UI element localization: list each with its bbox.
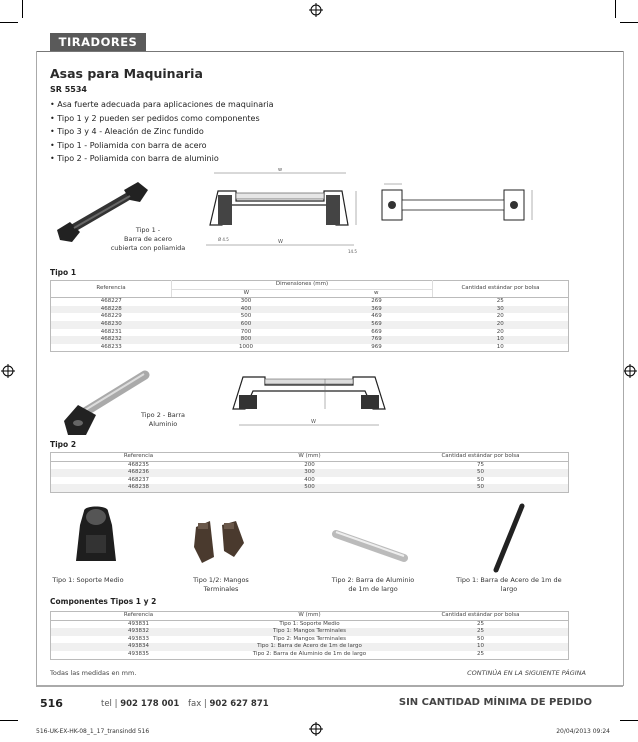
col-header-w: w (321, 289, 433, 298)
table-row (51, 636, 569, 644)
print-slug-file: 516-UK-EX-HK-08_1_17_transindd 516 (36, 728, 150, 735)
barra-aluminio-caption: Tipo 2: Barra de Aluminio de 1m de largo (331, 576, 415, 593)
col-header-ref: Referencia (51, 612, 227, 621)
feature-item: • Tipo 1 - Poliamida con barra de acero (50, 139, 274, 153)
table-cell: 468237 (128, 476, 149, 483)
table-cell: 300 (240, 298, 252, 305)
crop-mark (620, 720, 638, 721)
table-cell: 469 (371, 313, 382, 320)
table-row (51, 628, 569, 636)
mangos-terminales-photo (190, 517, 250, 567)
table-row (51, 306, 569, 314)
tipo1-technical-drawing (196, 165, 366, 257)
col-header-ref: Referencia (51, 281, 172, 298)
table-cell: 500 (304, 484, 315, 491)
product-code: SR 5534 (50, 85, 87, 94)
continue-note: CONTINÚA EN LA SIGUIENTE PÁGINA (467, 669, 586, 677)
tipo1-table (50, 280, 569, 352)
col-header-W: W (172, 289, 321, 298)
col-header-qty: Cantidad estándar por bolsa (393, 453, 569, 462)
tipo1-caption: Tipo 1 - Barra de acero cubierta con poliamida (110, 226, 186, 252)
table-cell: 400 (304, 476, 315, 483)
registration-mark-left (1, 364, 15, 378)
table-cell: 493833 (128, 635, 149, 642)
table-cell: 468238 (128, 484, 149, 491)
table-cell: 468236 (128, 469, 149, 476)
table-cell: Tipo 2: Barra de Aluminio de 1m de largo (252, 650, 367, 657)
table-row (51, 477, 569, 485)
crop-mark (0, 22, 18, 23)
table-cell: 10 (477, 643, 484, 650)
crop-mark (615, 0, 616, 18)
components-table (50, 611, 569, 660)
table-cell: Tipo 2: Mangos Terminales (273, 635, 346, 642)
tipo2-caption: Tipo 2 - Barra Aluminio (140, 411, 185, 428)
crop-mark (620, 22, 638, 23)
table-cell: 50 (477, 635, 484, 642)
table-cell: 669 (371, 328, 382, 335)
table-cell: Tipo 1: Barra de Acero de 1m de largo (257, 643, 362, 650)
registration-mark-right (623, 364, 637, 378)
components-section-title: Componentes Tipos 1 y 2 (50, 597, 157, 606)
col-header-ref: Referencia (51, 453, 227, 462)
table-row (51, 313, 569, 321)
feature-item: • Asa fuerte adecuada para aplicaciones de maquinaria (50, 98, 274, 112)
barra-acero-caption: Tipo 1: Barra de Acero de 1m de largo (456, 576, 562, 593)
table-row (51, 643, 569, 651)
table-cell: 1000 (239, 343, 254, 350)
registration-mark-bottom (309, 722, 323, 736)
table-row (51, 651, 569, 659)
table-cell: 468229 (100, 313, 122, 320)
table-cell: 493835 (128, 650, 149, 657)
tipo2-dim-label-W: W (311, 419, 316, 425)
tel-value: 902 178 001 (120, 699, 180, 709)
table-row (51, 329, 569, 337)
table-row (51, 484, 569, 492)
table-row (51, 620, 569, 628)
col-header-qty: Cantidad estándar por bolsa (433, 281, 569, 298)
table-cell: 468232 (100, 336, 122, 343)
measurements-note: Todas las medidas en mm. (50, 669, 137, 677)
footer-tagline: SIN CANTIDAD MÍNIMA DE PEDIDO (398, 697, 592, 708)
table-cell: 468235 (128, 461, 149, 468)
table-row (51, 336, 569, 344)
table-cell: 25 (477, 628, 484, 635)
table-cell: 468230 (100, 320, 122, 327)
feature-item: • Tipo 1 y 2 pueden ser pedidos como componentes (50, 112, 274, 126)
table-row (51, 298, 569, 306)
table-cell: 269 (371, 298, 382, 305)
registration-mark-top (309, 3, 323, 17)
table-row (51, 469, 569, 477)
print-slug-date: 20/04/2013 09:24 (556, 728, 610, 735)
table-cell: 50 (477, 484, 484, 491)
barra-aluminio-photo (330, 528, 410, 564)
table-cell: Tipo 1: Soporte Medio (279, 620, 340, 627)
page-title: Asas para Maquinaria (50, 66, 203, 81)
table-cell: 20 (496, 320, 504, 327)
dim-label-dia: Ø 4.5 (218, 237, 229, 242)
table-row (51, 461, 569, 469)
table-cell: 10 (496, 343, 504, 350)
fax-number (188, 699, 269, 709)
table-cell: 969 (371, 343, 382, 350)
table-row (51, 321, 569, 329)
crop-mark (22, 0, 23, 18)
page-number: 516 (40, 697, 63, 710)
table-cell: 493831 (128, 620, 149, 627)
table-cell: 300 (304, 469, 315, 476)
table-cell: 20 (496, 328, 504, 335)
table-cell: 468228 (100, 305, 122, 312)
footer-rule (36, 686, 623, 687)
table-cell: 769 (371, 336, 382, 343)
table-cell: 800 (240, 336, 252, 343)
table-cell: 50 (477, 476, 484, 483)
table-cell: 468231 (100, 328, 122, 335)
table-cell: 468227 (100, 298, 122, 305)
barra-acero-photo (488, 502, 528, 574)
phone-number (101, 699, 179, 709)
tipo1-section-title: Tipo 1 (50, 268, 77, 277)
table-cell: 600 (240, 320, 252, 327)
table-cell: 468233 (100, 343, 122, 350)
table-cell: 50 (477, 469, 484, 476)
table-cell: 569 (371, 320, 382, 327)
dim-label-W: W (278, 239, 283, 245)
table-row (51, 344, 569, 352)
table-cell: 25 (496, 298, 504, 305)
feature-item: • Tipo 3 y 4 - Aleación de Zinc fundido (50, 125, 274, 139)
table-cell: 700 (240, 328, 252, 335)
section-tab: TIRADORES (50, 33, 146, 51)
table-cell: 200 (304, 461, 315, 468)
table-cell: 500 (240, 313, 252, 320)
table-cell: 30 (496, 305, 504, 312)
dim-label-14: 14.5 (348, 249, 357, 254)
feature-item: • Tipo 2 - Poliamida con barra de aluminio (50, 152, 274, 166)
table-cell: 10 (496, 336, 504, 343)
tipo2-technical-drawing (225, 365, 395, 437)
col-header-W: W (mm) (226, 453, 393, 462)
feature-list (50, 98, 274, 166)
table-cell: 25 (477, 620, 484, 627)
tipo2-section-title: Tipo 2 (50, 440, 77, 449)
table-cell: 493832 (128, 628, 149, 635)
tipo2-table (50, 452, 569, 493)
table-cell: 20 (496, 313, 504, 320)
table-cell: 493834 (128, 643, 149, 650)
table-cell: 25 (477, 650, 484, 657)
col-header-dims: Dimensiones (mm) (172, 281, 433, 290)
tipo1-top-view-drawing (372, 178, 542, 234)
table-cell: 400 (240, 305, 252, 312)
table-cell: 369 (371, 305, 382, 312)
dim-label-w: w (278, 167, 283, 173)
crop-mark (0, 720, 18, 721)
soporte-caption: Tipo 1: Soporte Medio (52, 576, 124, 584)
table-cell: 75 (477, 461, 484, 468)
fax-value: 902 627 871 (209, 699, 269, 709)
table-cell: Tipo 1: Mangos Terminales (273, 628, 346, 635)
soporte-medio-photo (66, 505, 126, 570)
col-header-W: W (mm) (226, 612, 393, 621)
fax-label: fax | (188, 699, 207, 709)
mangos-caption: Tipo 1/2: Mangos Terminales (193, 576, 249, 593)
col-header-qty: Cantidad estándar por bolsa (393, 612, 569, 621)
tel-label: tel | (101, 699, 118, 709)
